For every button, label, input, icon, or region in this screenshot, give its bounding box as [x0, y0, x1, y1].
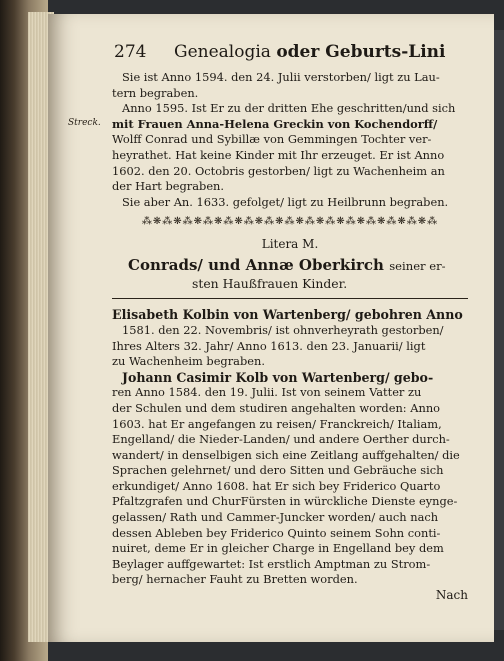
paragraph-2 — [68, 101, 468, 210]
text-line: mit Frauen Anna-Helena Greckin von Kochendorff/ — [112, 116, 438, 131]
text-line: Elisabeth Kolbin von Wartenberg/ gebohren Anno — [112, 307, 463, 323]
ornament-divider: ⁂❋⁂❋⁂❋⁂❋⁂❋⁂❋⁂❋⁂❋⁂❋⁂❋⁂❋⁂❋⁂❋⁂❋⁂ — [141, 216, 439, 228]
section-title — [112, 257, 468, 275]
section-rule — [112, 298, 468, 299]
text-line: zu Wachenheim begraben. — [112, 354, 265, 369]
text-line: Engelland/ die Nieder-Landen/ und andere Oerther durch- — [112, 432, 450, 447]
catchword: Nach — [435, 588, 468, 603]
text-line: heyrathet. Hat keine Kinder mit Ihr erzeuget. Er ist Anno — [112, 147, 445, 162]
text-line: Ihres Alters 32. Jahr/ Anno 1613. den 23. Januarii/ ligt — [112, 338, 426, 353]
text-line: Sie aber An. 1633. gefolget/ ligt zu Heilbrunn begraben. — [122, 194, 449, 209]
text-line: 1602. den 20. Octobris gestorben/ ligt zu Wachenheim an — [112, 163, 445, 178]
text-line: Sprachen gelehrnet/ und dero Sitten und Gebräuche sich — [112, 463, 444, 478]
running-title — [174, 42, 446, 62]
scan-background — [494, 30, 504, 630]
text-line: ren Anno 1584. den 19. Julii. Ist von seinem Vatter zu — [112, 385, 422, 400]
text-line: gelassen/ Rath und Cammer-Juncker worden/ auch nach — [112, 510, 439, 525]
text-line: Sie ist Anno 1594. den 24. Julii verstorben/ ligt zu Lau- — [122, 70, 440, 84]
text-line: Johann Casimir Kolb von Wartenberg/ gebo- — [122, 369, 434, 385]
text-line: dessen Ableben bey Friderico Quinto seinem Sohn conti- — [112, 525, 441, 540]
text-line: wandert/ in denselbigen sich eine Zeitlang auffgehalten/ die — [112, 447, 460, 462]
paragraph-3 — [112, 307, 468, 369]
paragraph-1 — [112, 70, 468, 101]
text-line: 1603. hat Er angefangen zu reisen/ Franckreich/ Italiam, — [112, 416, 442, 431]
text-line: Beylager auffgewartet: Ist erstlich Amptman zu Strom- — [112, 556, 431, 571]
text-line: der Hart begraben. — [112, 179, 225, 194]
text-line: nuiret, deme Er in gleicher Charge in Engelland bey dem — [112, 541, 444, 556]
running-title-b: oder Geburts-Lini — [276, 42, 446, 62]
text-line: Anno 1595. Ist Er zu der dritten Ehe geschritten/und sich — [122, 101, 456, 116]
page-text — [68, 42, 468, 606]
text-line: Wolff Conrad und Sybillæ von Gemmingen Tochter ver- — [112, 132, 432, 147]
text-line: tern begraben. — [112, 85, 199, 100]
page-header — [112, 42, 468, 66]
margin-note: Streck. — [68, 118, 101, 129]
text-line: Pfaltzgrafen und ChurFürsten in würckliche Dienste eynge- — [112, 494, 458, 509]
text-line: 1581. den 22. Novembris/ ist ohnverheyrath gestorben/ — [122, 322, 444, 337]
section-title-tail: seiner er- — [389, 259, 446, 274]
paragraph-4 — [112, 370, 468, 588]
section-title-line2: sten Haußfrauen Kinder. — [192, 276, 348, 292]
page-number: 274 — [114, 42, 147, 62]
running-title-a: Genealogia — [174, 42, 271, 62]
text-line: der Schulen und dem studiren angehalten worden: Anno — [112, 400, 441, 415]
text-line: berg/ hernacher Fauht zu Bretten worden. — [112, 572, 358, 587]
text-line: erkundiget/ Anno 1608. hat Er sich bey Friderico Quarto — [112, 478, 441, 493]
section-title-main: Conrads/ und Annæ Oberkirch — [128, 256, 384, 275]
litera-heading: Litera M. — [261, 237, 319, 252]
